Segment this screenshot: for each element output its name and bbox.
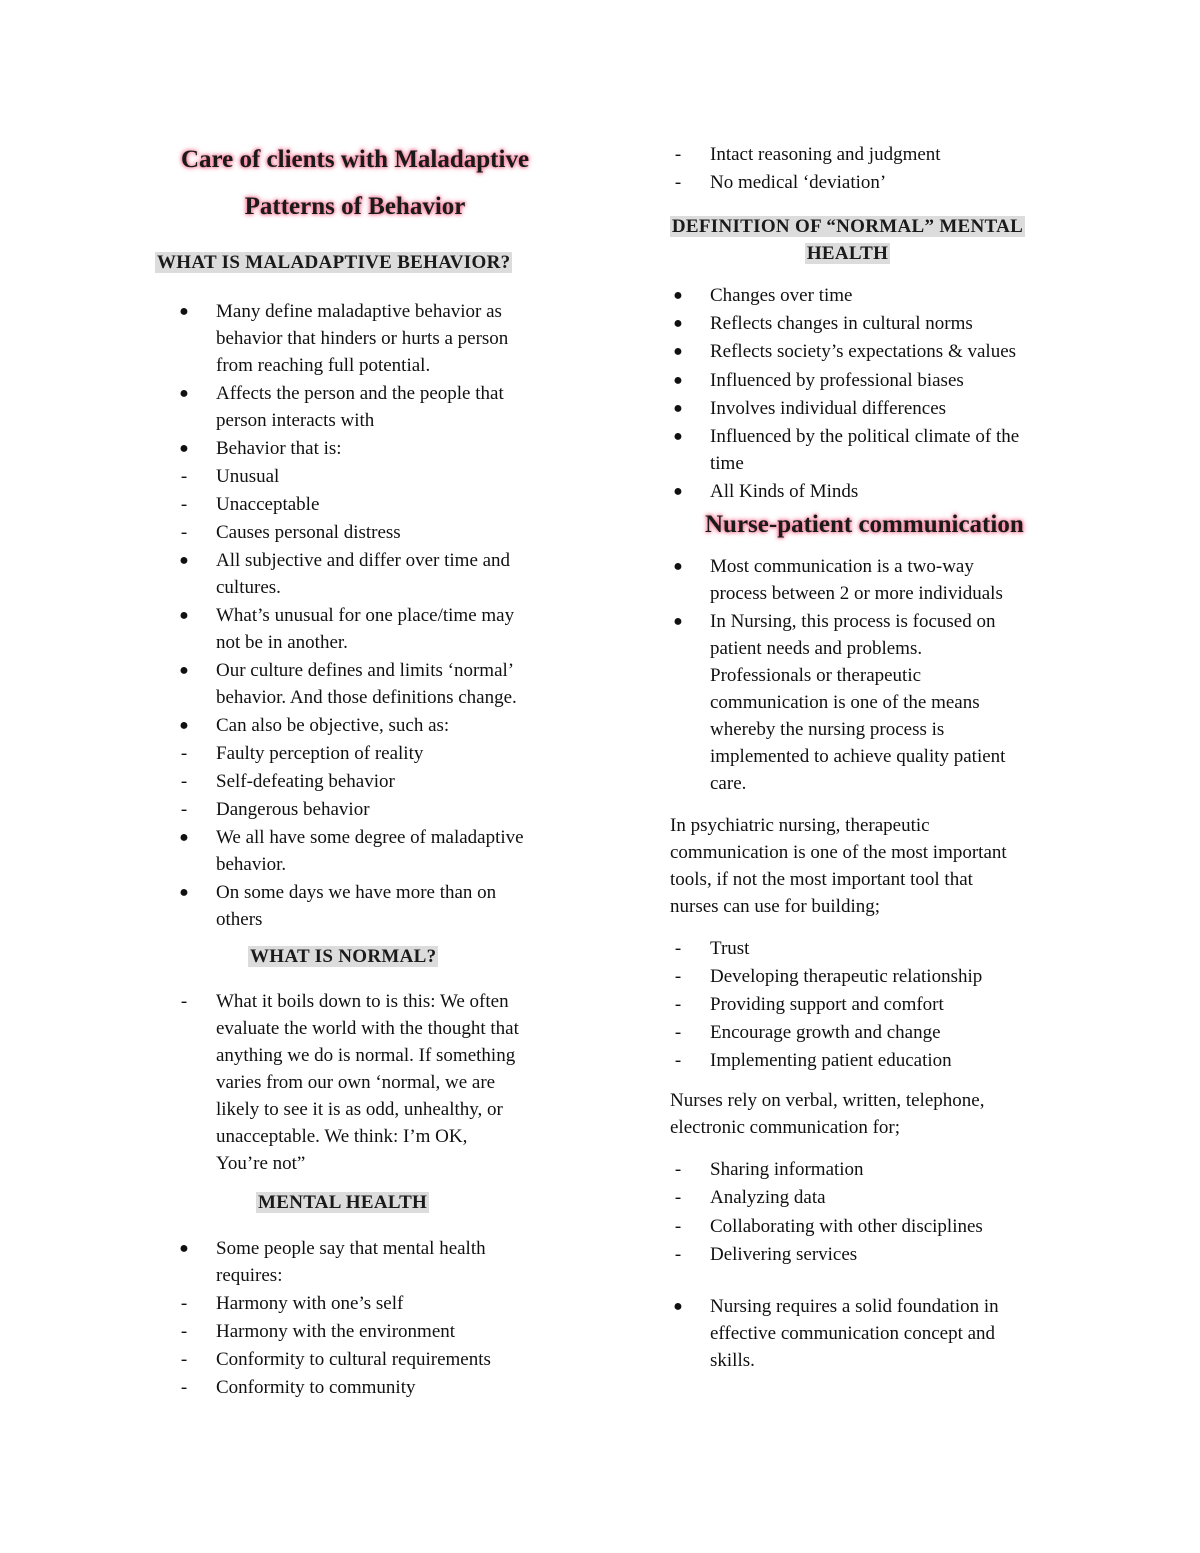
maladaptive-item-text: person interacts with <box>216 410 375 431</box>
communication-item-text: Professionals or therapeutic <box>710 665 922 686</box>
document-title-line-2: Patterns of Behavior <box>244 193 466 220</box>
dash-marker: - <box>180 1377 188 1398</box>
communication-item-text: process between 2 or more individuals <box>710 583 1003 604</box>
mental-health-cont-item-text: No medical ‘deviation’ <box>710 172 887 193</box>
heading-communication: Nurse-patient communication <box>705 511 1024 538</box>
bullet-icon: ● <box>673 343 683 361</box>
bullet-icon: ● <box>179 829 189 846</box>
dash-marker: - <box>180 522 188 543</box>
normal-item-text: likely to see it is as odd, unhealthy, or <box>216 1099 503 1120</box>
maladaptive-item-text: Dangerous behavior <box>216 799 370 820</box>
dash-marker: - <box>180 466 188 487</box>
dash-marker: - <box>674 1159 682 1180</box>
communication-paragraph-1 <box>670 812 1007 920</box>
heading-definition: DEFINITION OF “NORMAL” MENTAL HEALTH <box>671 216 1024 264</box>
maladaptive-item-text: Many define maladaptive behavior as <box>216 301 502 322</box>
normal-item-text: anything we do is normal. If something <box>216 1045 516 1066</box>
heading-normal: WHAT IS NORMAL? <box>250 946 437 967</box>
dash-marker: - <box>674 1243 682 1265</box>
bullet-icon: ● <box>179 1240 189 1257</box>
mental-health-item-text: Harmony with one’s self <box>216 1293 404 1314</box>
bullet-icon: ● <box>673 371 683 389</box>
dash-marker: - <box>674 966 682 987</box>
maladaptive-item-text: behavior. <box>216 854 287 875</box>
bullet-icon: ● <box>179 717 189 734</box>
bullet-icon: ● <box>673 399 683 417</box>
maladaptive-item-text: Causes personal distress <box>216 522 401 543</box>
definition-item-text: time <box>710 453 744 475</box>
maladaptive-item-text: cultures. <box>216 577 281 598</box>
building-item-text: Implementing patient education <box>710 1050 952 1071</box>
communication-item-text: communication is one of the means <box>710 692 980 713</box>
mental-health-cont-item-text: Intact reasoning and judgment <box>710 144 941 165</box>
dash-marker: - <box>674 172 682 193</box>
normal-item-text: What it boils down to is this: We often <box>216 991 509 1012</box>
definition-item-text: Involves individual differences <box>710 397 947 419</box>
communication-item-text: patient needs and problems. <box>710 638 923 659</box>
maladaptive-item-text: Behavior that is: <box>216 438 342 459</box>
mental-health-item-text: Conformity to community <box>216 1377 416 1398</box>
bullet-icon: ● <box>673 558 683 575</box>
bullet-icon: ● <box>179 607 189 624</box>
maladaptive-item-text: from reaching full potential. <box>216 355 431 376</box>
dash-marker: - <box>674 1050 682 1071</box>
communication-item-text: whereby the nursing process is <box>710 719 945 740</box>
dash-marker: - <box>180 799 188 820</box>
building-item-text: Encourage growth and change <box>710 1022 941 1043</box>
paragraph-2-line: Nurses rely on verbal, written, telephone, <box>670 1090 985 1111</box>
bullet-icon: ● <box>673 1298 683 1315</box>
dash-marker: - <box>674 1022 682 1043</box>
normal-item-text: varies from our own ‘normal, we are <box>216 1072 496 1093</box>
building-item-text: Providing support and comfort <box>710 994 944 1015</box>
uses-item-text: Sharing information <box>710 1159 864 1180</box>
definition-item-text: Influenced by the political climate of the <box>710 426 1020 447</box>
mental-health-item-text: Conformity to cultural requirements <box>216 1349 491 1370</box>
final-item-text: Nursing requires a solid foundation in <box>710 1296 999 1317</box>
dash-marker: - <box>674 994 682 1015</box>
definition-item-text: Reflects changes in cultural norms <box>710 313 973 335</box>
maladaptive-item-text: On some days we have more than on <box>216 882 497 903</box>
document-title-line-1: Care of clients with Maladaptive <box>180 146 530 173</box>
bullet-icon: ● <box>673 287 683 304</box>
bullet-icon: ● <box>179 303 189 320</box>
heading-maladaptive: WHAT IS MALADAPTIVE BEHAVIOR? <box>157 252 511 273</box>
bullet-icon: ● <box>673 315 683 333</box>
communication-item-text: Most communication is a two-way <box>710 556 974 577</box>
definition-item-text: Reflects society’s expectations & values <box>710 341 1017 363</box>
mental-health-item-text: Some people say that mental health <box>216 1238 486 1259</box>
dash-marker: - <box>674 1187 682 1209</box>
normal-item-text: You’re not” <box>216 1153 306 1174</box>
maladaptive-item-text: We all have some degree of maladaptive <box>216 827 524 848</box>
maladaptive-item-text: behavior. And those definitions change. <box>216 687 517 708</box>
dash-marker: - <box>674 938 682 959</box>
maladaptive-item-text: Unacceptable <box>216 494 320 515</box>
bullet-icon: ● <box>179 884 189 901</box>
maladaptive-item-text: Faulty perception of reality <box>216 743 424 764</box>
maladaptive-item-text: Self-defeating behavior <box>216 771 395 792</box>
bullet-icon: ● <box>179 440 189 457</box>
definition-item-text: Changes over time <box>710 285 853 306</box>
normal-item-text: unacceptable. We think: I’m OK, <box>216 1126 468 1147</box>
building-item-text: Developing therapeutic relationship <box>710 966 983 987</box>
definition-item-text: All Kinds of Minds <box>710 481 859 503</box>
dash-marker: - <box>180 1293 188 1314</box>
paragraph-1-line: tools, if not the most important tool that <box>670 869 973 890</box>
dash-marker: - <box>180 494 188 515</box>
mental-health-item-text: requires: <box>216 1265 283 1286</box>
maladaptive-item-text: Affects the person and the people that <box>216 383 504 404</box>
communication-item-text: In Nursing, this process is focused on <box>710 611 996 632</box>
dash-marker: - <box>180 743 188 764</box>
uses-item-text: Collaborating with other disciplines <box>710 1215 983 1237</box>
dash-marker: - <box>180 771 188 792</box>
dash-marker: - <box>180 991 188 1012</box>
maladaptive-item-text: behavior that hinders or hurts a person <box>216 328 509 349</box>
maladaptive-item-text: Unusual <box>216 466 280 487</box>
dash-marker: - <box>674 1215 682 1237</box>
building-item-text: Trust <box>710 938 750 959</box>
bullet-icon: ● <box>179 662 189 679</box>
paragraph-1-line: communication is one of the most important <box>670 842 1007 863</box>
communication-item-text: implemented to achieve quality patient <box>710 746 1006 767</box>
dash-marker: - <box>674 144 682 165</box>
normal-item-text: evaluate the world with the thought that <box>216 1018 519 1039</box>
paragraph-1-line: nurses can use for building; <box>670 896 881 917</box>
communication-item-text: care. <box>710 773 747 794</box>
maladaptive-item-text: What’s unusual for one place/time may <box>216 605 515 626</box>
uses-item-text: Delivering services <box>710 1243 858 1265</box>
paragraph-1-line: In psychiatric nursing, therapeutic <box>670 815 930 836</box>
dash-marker: - <box>180 1321 188 1342</box>
maladaptive-item-text: not be in another. <box>216 632 348 653</box>
final-item-text: effective communication concept and <box>710 1323 996 1344</box>
maladaptive-item-text: All subjective and differ over time and <box>216 550 511 571</box>
paragraph-2-line: electronic communication for; <box>670 1117 901 1138</box>
maladaptive-item-text: Can also be objective, such as: <box>216 715 450 736</box>
bullet-icon: ● <box>673 428 683 445</box>
communication-paragraph-2 <box>670 1087 984 1141</box>
bullet-icon: ● <box>179 385 189 402</box>
bullet-icon: ● <box>179 552 189 569</box>
bullet-icon: ● <box>673 613 683 630</box>
uses-item-text: Analyzing data <box>710 1187 826 1209</box>
heading-mental-health: MENTAL HEALTH <box>258 1192 428 1213</box>
maladaptive-item-text: others <box>216 909 263 930</box>
final-item-text: skills. <box>710 1350 755 1371</box>
maladaptive-item-text: Our culture defines and limits ‘normal’ <box>216 660 515 681</box>
mental-health-item-text: Harmony with the environment <box>216 1321 456 1342</box>
definition-item-text: Influenced by professional biases <box>710 369 964 391</box>
dash-marker: - <box>180 1349 188 1370</box>
bullet-icon: ● <box>673 483 683 501</box>
